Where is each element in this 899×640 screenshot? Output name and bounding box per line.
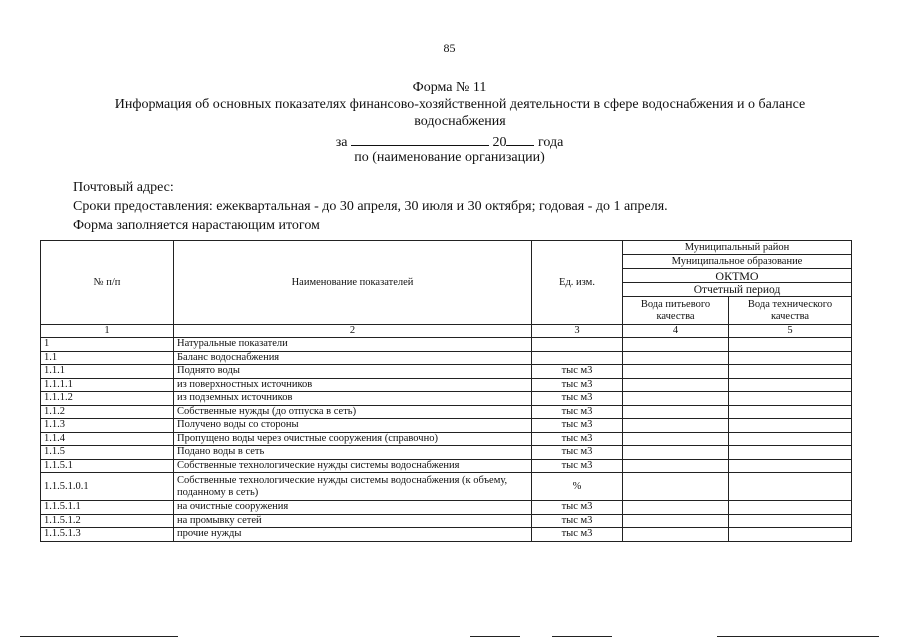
drinking-water-value-cell[interactable]	[623, 338, 729, 352]
technical-water-value-cell[interactable]	[729, 459, 852, 473]
technical-water-value-cell[interactable]	[729, 501, 852, 515]
row-indicator-name: на очистные сооружения	[174, 501, 532, 515]
technical-water-value-cell[interactable]	[729, 432, 852, 446]
technical-water-value-cell[interactable]	[729, 365, 852, 379]
info-block	[73, 178, 668, 235]
row-indicator-name: Собственные технологические нужды системы водоснабжения	[174, 459, 532, 473]
row-number: 1.1.1.2	[41, 392, 174, 406]
technical-water-value-cell[interactable]	[729, 351, 852, 365]
row-number: 1.1.1	[41, 365, 174, 379]
row-indicator-name: прочие нужды	[174, 528, 532, 542]
row-unit: %	[532, 473, 623, 501]
row-unit: тыс м3	[532, 378, 623, 392]
row-number: 1.1.5.1.1	[41, 501, 174, 515]
year-blank-field[interactable]	[506, 133, 534, 146]
header-num: № п/п	[41, 241, 174, 325]
period-suffix: года	[537, 135, 564, 150]
table-row	[41, 501, 852, 515]
row-indicator-name: Получено воды со стороны	[174, 419, 532, 433]
header-drinking-water: Вода питьевого качества	[623, 297, 729, 325]
row-indicator-name: из подземных источников	[174, 392, 532, 406]
table-row	[41, 405, 852, 419]
bottom-rule-middle	[470, 636, 520, 637]
technical-water-value-cell[interactable]	[729, 473, 852, 501]
drinking-water-value-cell[interactable]	[623, 351, 729, 365]
row-indicator-name: Собственные технологические нужды системы водоснабжения (к объему, поданному в сеть)	[174, 473, 532, 501]
cumulative-note: Форма заполняется нарастающим итогом	[73, 218, 320, 233]
technical-water-value-cell[interactable]	[729, 405, 852, 419]
table-row	[41, 459, 852, 473]
drinking-water-value-cell[interactable]	[623, 392, 729, 406]
row-number: 1.1.5	[41, 446, 174, 460]
table-row	[41, 378, 852, 392]
postal-address-label: Почтовый адрес:	[73, 180, 174, 195]
header-reporting-period: Отчетный период	[623, 283, 852, 297]
column-number: 4	[623, 325, 729, 338]
technical-water-value-cell[interactable]	[729, 528, 852, 542]
row-unit: тыс м3	[532, 405, 623, 419]
row-number: 1.1.5.1.2	[41, 514, 174, 528]
drinking-water-value-cell[interactable]	[623, 432, 729, 446]
column-number: 1	[41, 325, 174, 338]
row-indicator-name: Собственные нужды (до отпуска в сеть)	[174, 405, 532, 419]
form-subtitle: Информация об основных показателях финансово-хозяйственной деятельности в сфере водоснабжения и о балансе водоснабжения	[114, 97, 806, 129]
row-number: 1.1.5.1	[41, 459, 174, 473]
row-indicator-name: Баланс водоснабжения	[174, 351, 532, 365]
form-title: Форма № 11	[412, 80, 487, 95]
row-indicator-name: из поверхностных источников	[174, 378, 532, 392]
report-table	[40, 240, 852, 542]
column-number: 2	[174, 325, 532, 338]
row-number: 1.1.4	[41, 432, 174, 446]
header-municipal-district: Муниципальный район	[623, 241, 852, 255]
row-unit	[532, 351, 623, 365]
drinking-water-value-cell[interactable]	[623, 365, 729, 379]
submission-deadlines: Сроки предоставления: ежеквартальная - до 30 апреля, 30 июля и 30 октября; годовая - до 1 апреля.	[73, 199, 668, 214]
table-row	[41, 338, 852, 352]
row-unit: тыс м3	[532, 514, 623, 528]
table-row	[41, 419, 852, 433]
row-unit: тыс м3	[532, 392, 623, 406]
row-unit: тыс м3	[532, 365, 623, 379]
header-name: Наименование показателей	[174, 241, 532, 325]
row-unit: тыс м3	[532, 432, 623, 446]
row-unit: тыс м3	[532, 528, 623, 542]
row-number: 1.1.2	[41, 405, 174, 419]
bottom-rule-right	[717, 636, 879, 637]
drinking-water-value-cell[interactable]	[623, 514, 729, 528]
page-number: 85	[443, 41, 456, 55]
drinking-water-value-cell[interactable]	[623, 473, 729, 501]
row-indicator-name: на промывку сетей	[174, 514, 532, 528]
row-number: 1.1.5.1.3	[41, 528, 174, 542]
period-line	[0, 133, 899, 151]
technical-water-value-cell[interactable]	[729, 514, 852, 528]
technical-water-value-cell[interactable]	[729, 392, 852, 406]
table-row	[41, 514, 852, 528]
technical-water-value-cell[interactable]	[729, 446, 852, 460]
row-unit: тыс м3	[532, 446, 623, 460]
row-number: 1.1.3	[41, 419, 174, 433]
row-number: 1.1.1.1	[41, 378, 174, 392]
column-number: 3	[532, 325, 623, 338]
period-year-prefix: 20	[492, 135, 507, 150]
table-row	[41, 528, 852, 542]
column-number: 5	[729, 325, 852, 338]
row-indicator-name: Подано воды в сеть	[174, 446, 532, 460]
period-blank-field[interactable]	[351, 133, 489, 146]
row-number: 1.1.5.1.0.1	[41, 473, 174, 501]
header-municipal-formation: Муниципальное образование	[623, 255, 852, 269]
table-body	[41, 338, 852, 542]
row-unit	[532, 338, 623, 352]
row-indicator-name: Поднято воды	[174, 365, 532, 379]
drinking-water-value-cell[interactable]	[623, 528, 729, 542]
table-row	[41, 446, 852, 460]
drinking-water-value-cell[interactable]	[623, 446, 729, 460]
technical-water-value-cell[interactable]	[729, 338, 852, 352]
period-prefix: за	[335, 135, 348, 150]
row-indicator-name: Натуральные показатели	[174, 338, 532, 352]
bottom-rule-middle-2	[552, 636, 612, 637]
row-unit: тыс м3	[532, 501, 623, 515]
header-technical-water: Вода технического качества	[729, 297, 852, 325]
table-row	[41, 432, 852, 446]
organization-line: по (наименование организации)	[354, 150, 545, 165]
row-number: 1.1	[41, 351, 174, 365]
row-unit: тыс м3	[532, 459, 623, 473]
drinking-water-value-cell[interactable]	[623, 501, 729, 515]
table-row	[41, 473, 852, 501]
table-row	[41, 392, 852, 406]
row-number: 1	[41, 338, 174, 352]
bottom-rule-left	[20, 636, 178, 637]
drinking-water-value-cell[interactable]	[623, 405, 729, 419]
drinking-water-value-cell[interactable]	[623, 419, 729, 433]
drinking-water-value-cell[interactable]	[623, 459, 729, 473]
drinking-water-value-cell[interactable]	[623, 378, 729, 392]
row-unit: тыс м3	[532, 419, 623, 433]
header-oktmo: ОКТМО	[623, 269, 852, 283]
header-unit: Ед. изм.	[532, 241, 623, 325]
table-row	[41, 365, 852, 379]
table-row	[41, 351, 852, 365]
technical-water-value-cell[interactable]	[729, 419, 852, 433]
row-indicator-name: Пропущено воды через очистные сооружения (справочно)	[174, 432, 532, 446]
technical-water-value-cell[interactable]	[729, 378, 852, 392]
